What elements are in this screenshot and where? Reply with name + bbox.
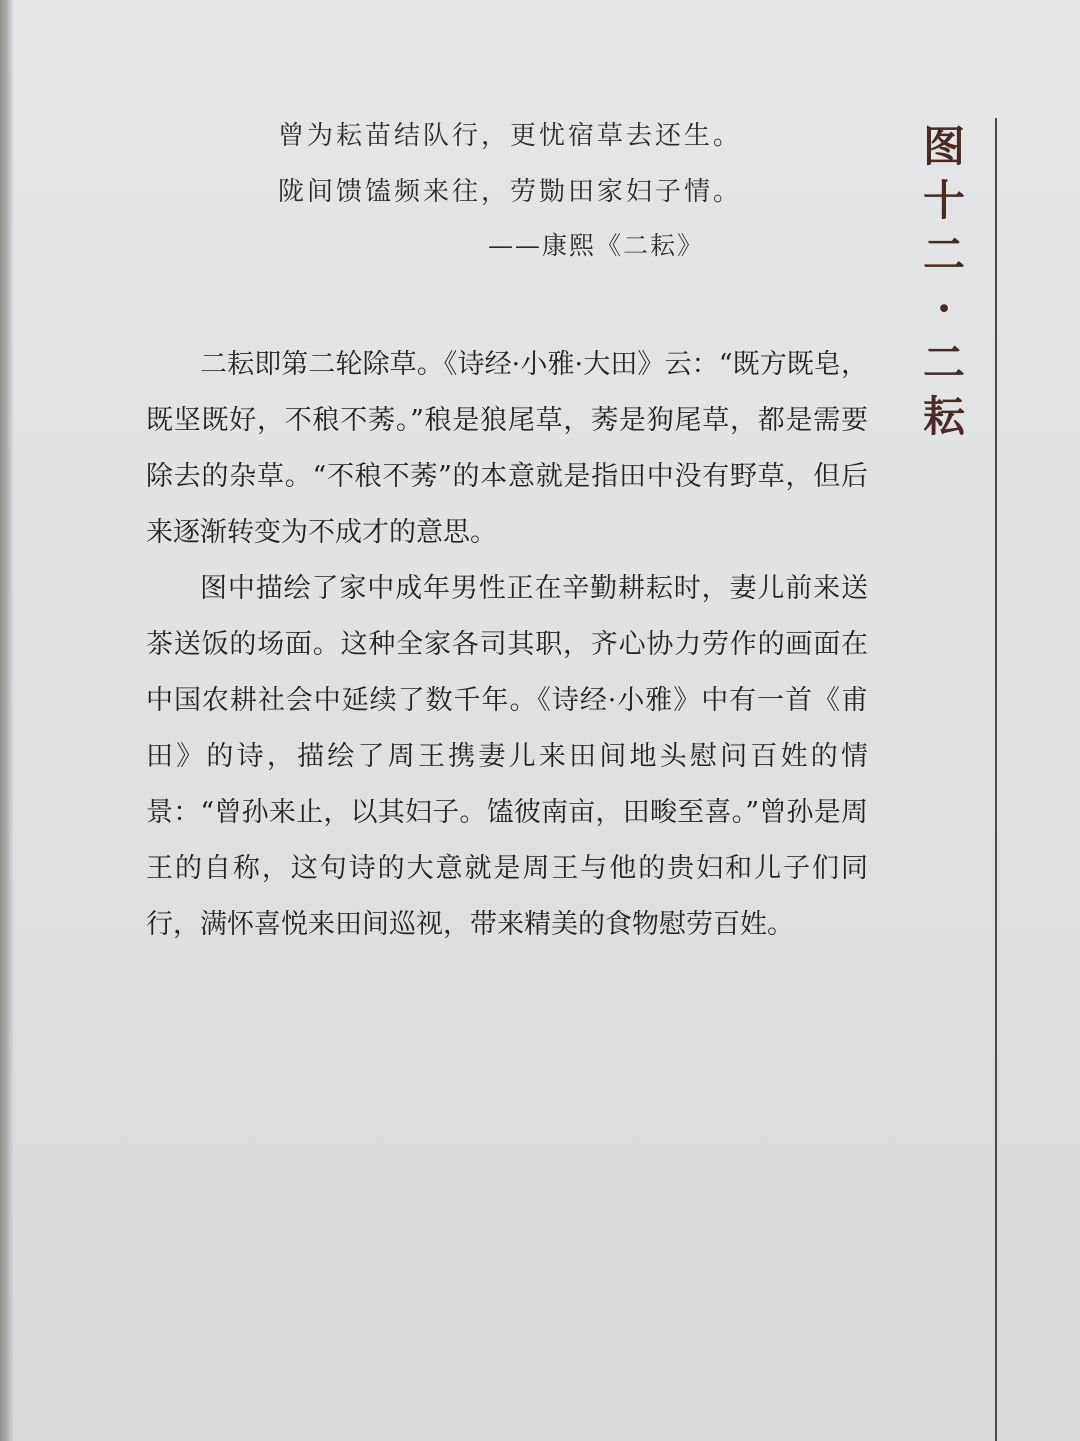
chapter-title-char: 二 bbox=[922, 230, 965, 279]
chapter-title-char: 十 bbox=[922, 176, 965, 225]
poem-attribution: ——康熙《二耘》 bbox=[488, 231, 705, 260]
paragraph-1: 二耘即第二轮除草。《诗经·小雅·大田》云：“既方既皂，既坚既好，不稂不莠。”稂是狼尾草，莠是狗尾草，都是需要除去的杂草。“不稂不莠”的本意就是指田中没有野草，但后来逐渐转变为不成才的意思。 bbox=[146, 349, 868, 548]
vertical-divider-rule bbox=[995, 118, 997, 1441]
body-text bbox=[146, 337, 868, 953]
chapter-title-char: · bbox=[936, 284, 952, 333]
chapter-title-char: 图 bbox=[922, 122, 965, 171]
page-binding-edge bbox=[0, 0, 14, 1441]
paragraph-2: 图中描绘了家中成年男性正在辛勤耕耘时，妻儿前来送茶送饭的场面。这种全家各司其职，齐心协力劳作的画面在中国农耕社会中延续了数千年。《诗经·小雅》中有一首《甫田》的诗，描绘了周王携妻儿来田间地头慰问百姓的情景：“曾孙来止，以其妇子。馌彼南亩，田畯至喜。”曾孙是周王的自称，这句诗的大意就是周王与他的贵妇和儿子们同行，满怀喜悦来田间巡视，带来精美的食物慰劳百姓。 bbox=[146, 573, 868, 940]
chapter-title-char: 二 bbox=[922, 338, 965, 387]
poem-line-2: 陇间馈馌频来往，劳勚田家妇子情。 bbox=[278, 177, 743, 207]
chapter-title-vertical bbox=[918, 120, 970, 444]
chapter-title-char: 耘 bbox=[922, 392, 965, 441]
poem-block bbox=[278, 108, 742, 220]
poem-line-1: 曾为耘苗结队行，更忧宿草去还生。 bbox=[278, 121, 743, 151]
